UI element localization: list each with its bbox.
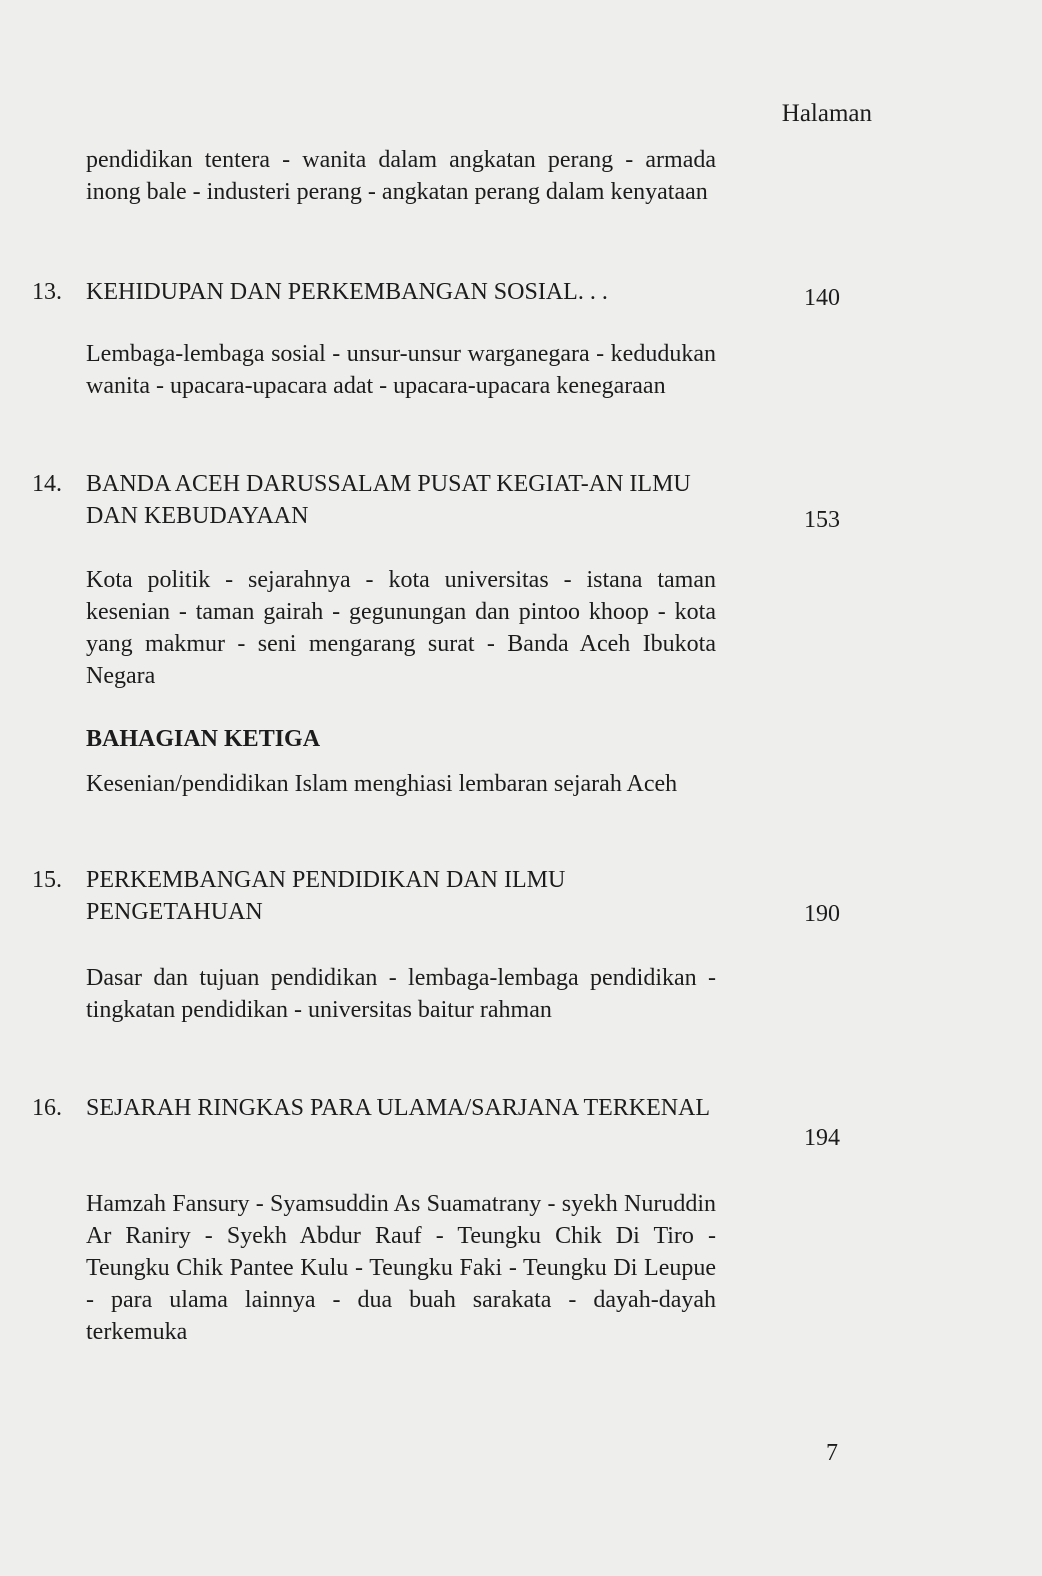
- page-column-header: Halaman: [781, 100, 872, 127]
- entry-15-description: Dasar dan tujuan pendidikan - lembaga-lembaga pendidikan - tingkatan pendidikan - universitas baitur rahman: [86, 965, 716, 1023]
- section-description: Kesenian/pendidikan Islam menghiasi lembaran sejarah Aceh: [86, 771, 678, 797]
- toc-entry-15: [32, 864, 852, 934]
- section-heading: BAHAGIAN KETIGA: [86, 726, 321, 752]
- entry-number: 16.: [32, 1095, 62, 1121]
- entry-page: 194: [804, 1125, 840, 1151]
- entry-title: KEHIDUPAN DAN PERKEMBANGAN SOSIAL. . .: [86, 279, 608, 305]
- toc-entry-16: [32, 1092, 852, 1162]
- entry-title: BANDA ACEH DARUSSALAM PUSAT KEGIAT-AN ILMU DAN KEBUDAYAAN: [86, 471, 691, 529]
- entry-number: 14.: [32, 471, 62, 497]
- toc-entry-14: [32, 468, 852, 538]
- entry-page: 190: [804, 901, 840, 927]
- toc-entry-13: [32, 276, 852, 316]
- intro-description: pendidikan tentera - wanita dalam angkatan perang - armada inong bale - industeri perang - angkatan perang dalam kenyataan: [86, 147, 716, 205]
- page-number: 7: [826, 1440, 838, 1466]
- entry-13-description: Lembaga-lembaga sosial - unsur-unsur warganegara - kedudukan wanita - upacara-upacara adat - upacara-upacara kenegaraan: [86, 341, 716, 399]
- entry-16-description: Hamzah Fansury - Syamsuddin As Suamatrany - syekh Nuruddin Ar Raniry - Syekh Abdur Rauf - Teungku Chik Di Tiro - Teungku Chik Pantee Kulu - Teungku Faki - Teungku Di Leupue - para ulama lainnya - dua buah sarakata - dayah-dayah terkemuka: [86, 1191, 716, 1345]
- entry-page: 140: [804, 285, 840, 311]
- entry-14-description: Kota politik - sejarahnya - kota universitas - istana taman kesenian - taman gairah - gegunungan dan pintoo khoop - kota yang makmur - seni mengarang surat - Banda Aceh Ibukota Negara: [86, 567, 716, 689]
- entry-number: 15.: [32, 867, 62, 893]
- entry-title: PERKEMBANGAN PENDIDIKAN DAN ILMU PENGETAHUAN: [86, 867, 566, 925]
- entry-title: SEJARAH RINGKAS PARA ULAMA/SARJANA TERKENAL: [86, 1095, 711, 1121]
- entry-number: 13.: [32, 279, 62, 305]
- entry-page: 153: [804, 507, 840, 533]
